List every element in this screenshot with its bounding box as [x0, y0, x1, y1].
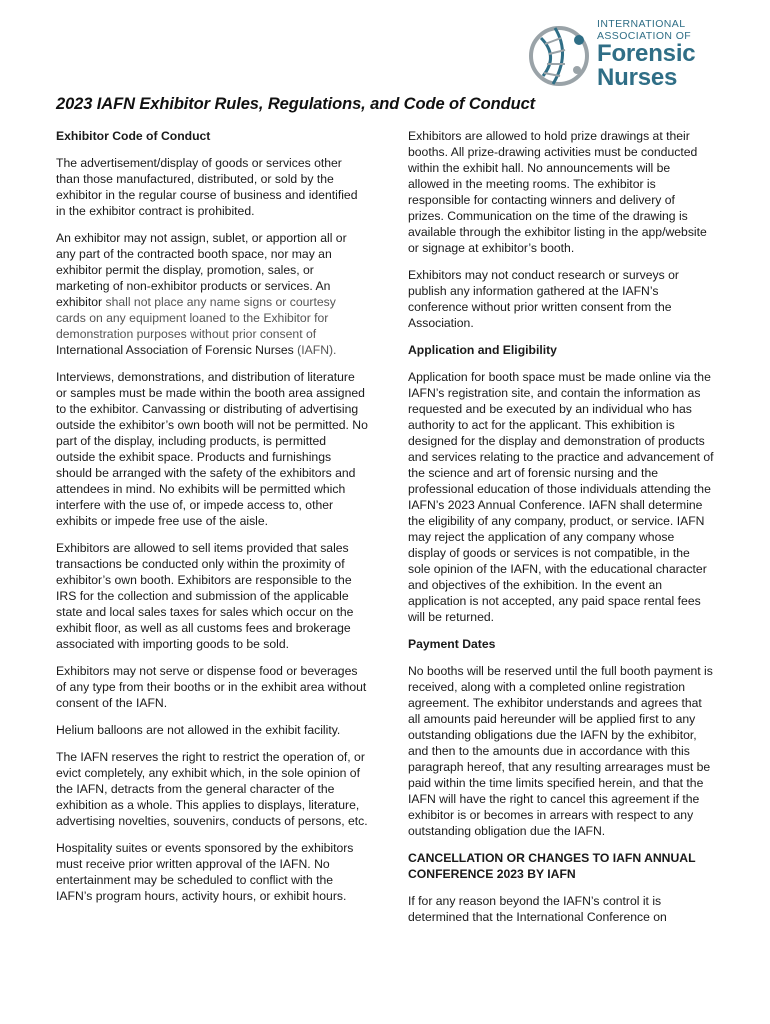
paragraph: Interviews, demonstrations, and distribution of literature or samples must be made within the booth area assigned to the exhibitor. Canvassing or distributing of advertising outside the exhibitor’s own booth will not be permitted. No part of the display, including products, is permitted outside the exhibit space. Products and furnishings should be arranged with the safety of the exhibitors and attendees in mind. No exhibits will be permitted which interfere with the use of, or impede access to, other exhibits or impede free use of the aisle.	[56, 370, 368, 528]
paragraph: No booths will be reserved until the full booth payment is received, along with a completed online registration agreement. The exhibitor understands and agrees that all amounts paid hereunder will be applied first to any outstanding obligations due the IAFN by the exhibitor, and then to the amounts due in accordance with this paragraph hereof, that any resulting arrearages must be paid within the time limits specified herein, and that the IAFN will have the right to cancel this agreement if the exhibitor is or becomes in arrears with respect to any outstanding obligation due the IAFN.	[408, 664, 713, 838]
paragraph: The advertisement/display of goods or services other than those manufactured, distributed, or sold by the exhibitor in the regular course of business and identified in the exhibitor contract is prohibited.	[56, 156, 358, 218]
right-column	[408, 128, 714, 936]
paragraph: Exhibitors are allowed to hold prize drawings at their booths. All prize-drawing activities must be conducted within the exhibit hall. No announcements will be allowed in the meeting rooms. The exhibitor is responsible for contacting winners and delivery of prizes. Communication on the time of the drawing is available through the exhibitor listing in the app/website or signage at exhibitor’s booth.	[408, 129, 707, 255]
paragraph: Helium balloons are not allowed in the exhibit facility.	[56, 723, 341, 737]
logo-line-2: ASSOCIATION OF	[597, 30, 692, 42]
paragraph: Application for booth space must be made online via the IAFN’s registration site, and contain the information as requested and be executed by an individual who has authority to act for the applicant. This exhibition is designed for the display and demonstration of products and services relating to the practice and advancement of the science and art of forensic nursing and the professional education of those individuals attending the IAFN’s 2023 Annual Conference. IAFN shall determine the eligibility of any company, product, or service. IAFN may reject the application of any company whose display of goods or services is not compatible, in the sole opinion of the IAFN, with the educational character and objectives of the exhibition. In the event an application is not accepted, any paid space rental fees will be returned.	[408, 370, 714, 624]
left-column	[56, 128, 368, 915]
paragraph: Hospitality suites or events sponsored by the exhibitors must receive prior written approval of the IAFN. No entertainment may be scheduled to conflict with the IAFN’s program hours, activity hours, or exhibit hours.	[56, 841, 354, 903]
logo-line-1: INTERNATIONAL	[597, 18, 686, 30]
paragraph: Exhibitors are allowed to sell items provided that sales transactions be conducted only within the proximity of exhibitor’s own booth. Exhibitors are responsible to the IRS for the collection and submission of the applicable state and local sales taxes for sales which occur on the exhibit floor, as well as all customs fees and brokerage associated with importing goods to be sold.	[56, 541, 354, 651]
paragraph-text: An exhibitor may not assign, sublet, or apportion all or any part of the contracted booth space, nor may an exhibitor permit the display, promotion, sales, or marketing of non-exhibitor products or services. An exhibitor	[56, 231, 347, 309]
paragraph-text: International Association of Forensic Nurses	[56, 343, 294, 357]
dna-globe-icon	[527, 18, 595, 94]
logo-line-3: Forensic	[597, 40, 696, 67]
logo-line-4: Nurses	[597, 64, 678, 91]
heading-cancellation: CANCELLATION OR CHANGES TO IAFN ANNUAL CONFERENCE 2023 BY IAFN	[408, 851, 696, 881]
heading-payment-dates: Payment Dates	[408, 637, 496, 651]
paragraph: The IAFN reserves the right to restrict the operation of, or evict completely, any exhibit which, in the sole opinion of the IAFN, detracts from the general character of the exhibition as a whole. This applies to displays, literature, advertising novelties, souvenirs, conducts of persons, etc.	[56, 750, 368, 828]
paragraph: Exhibitors may not conduct research or surveys or publish any information gathered at the IAFN’s conference without prior written consent from the Association.	[408, 268, 679, 330]
paragraph-text-gray: shall not place any name signs or courtesy cards on any equipment loaned to the Exhibitor for demonstration purposes without prior consent of	[56, 295, 336, 341]
paragraph	[56, 230, 368, 358]
heading-application-eligibility: Application and Eligibility	[408, 343, 557, 357]
iafn-logo	[527, 14, 727, 94]
page-title: 2023 IAFN Exhibitor Rules, Regulations, and Code of Conduct	[56, 95, 536, 113]
paragraph: Exhibitors may not serve or dispense food or beverages of any type from their booths or in the exhibit area without consent of the IAFN.	[56, 664, 367, 710]
heading-code-of-conduct: Exhibitor Code of Conduct	[56, 129, 211, 143]
paragraph: If for any reason beyond the IAFN’s control it is determined that the International Conference on	[408, 894, 667, 924]
paragraph-text-gray: (IAFN).	[297, 343, 337, 357]
